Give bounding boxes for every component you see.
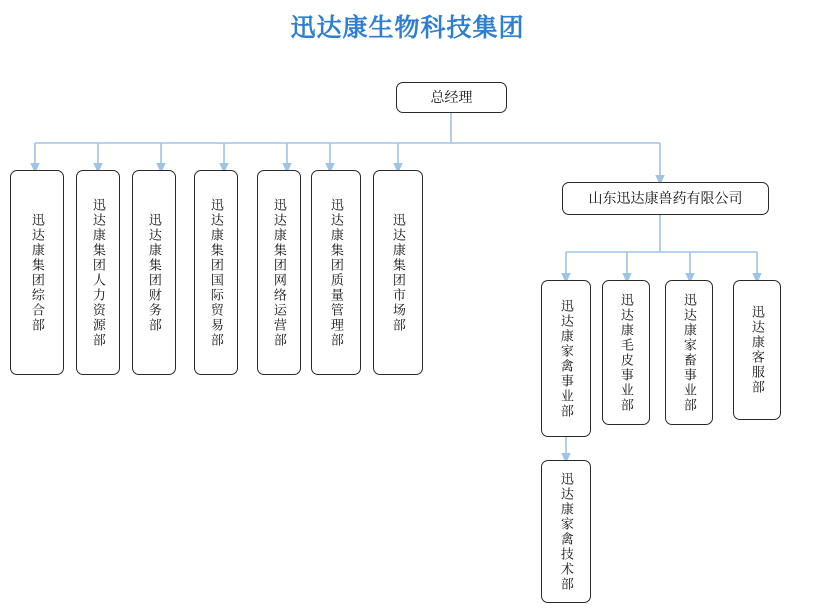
node-group-department-4[interactable]: 迅达康集团国际贸易部 bbox=[194, 170, 238, 375]
node-division-1[interactable]: 迅达康家禽事业部 bbox=[541, 280, 591, 437]
node-general-manager[interactable]: 总经理 bbox=[396, 82, 507, 113]
node-division-2[interactable]: 迅达康毛皮事业部 bbox=[602, 280, 650, 425]
node-group-department-1[interactable]: 迅达康集团综合部 bbox=[10, 170, 64, 375]
node-group-department-5[interactable]: 迅达康集团网络运营部 bbox=[257, 170, 301, 375]
node-group-department-7[interactable]: 迅达康集团市场部 bbox=[373, 170, 423, 375]
node-subsidiary[interactable]: 山东迅达康兽药有限公司 bbox=[562, 182, 769, 215]
node-group-department-6[interactable]: 迅达康集团质量管理部 bbox=[311, 170, 361, 375]
node-division-4[interactable]: 迅达康客服部 bbox=[733, 280, 781, 420]
page-title: 迅达康生物科技集团 bbox=[290, 14, 525, 42]
node-group-department-3[interactable]: 迅达康集团财务部 bbox=[132, 170, 176, 375]
node-division-3[interactable]: 迅达康家畜事业部 bbox=[665, 280, 713, 425]
node-group-department-2[interactable]: 迅达康集团人力资源部 bbox=[76, 170, 120, 375]
node-sub-division[interactable]: 迅达康家禽技术部 bbox=[541, 460, 591, 603]
